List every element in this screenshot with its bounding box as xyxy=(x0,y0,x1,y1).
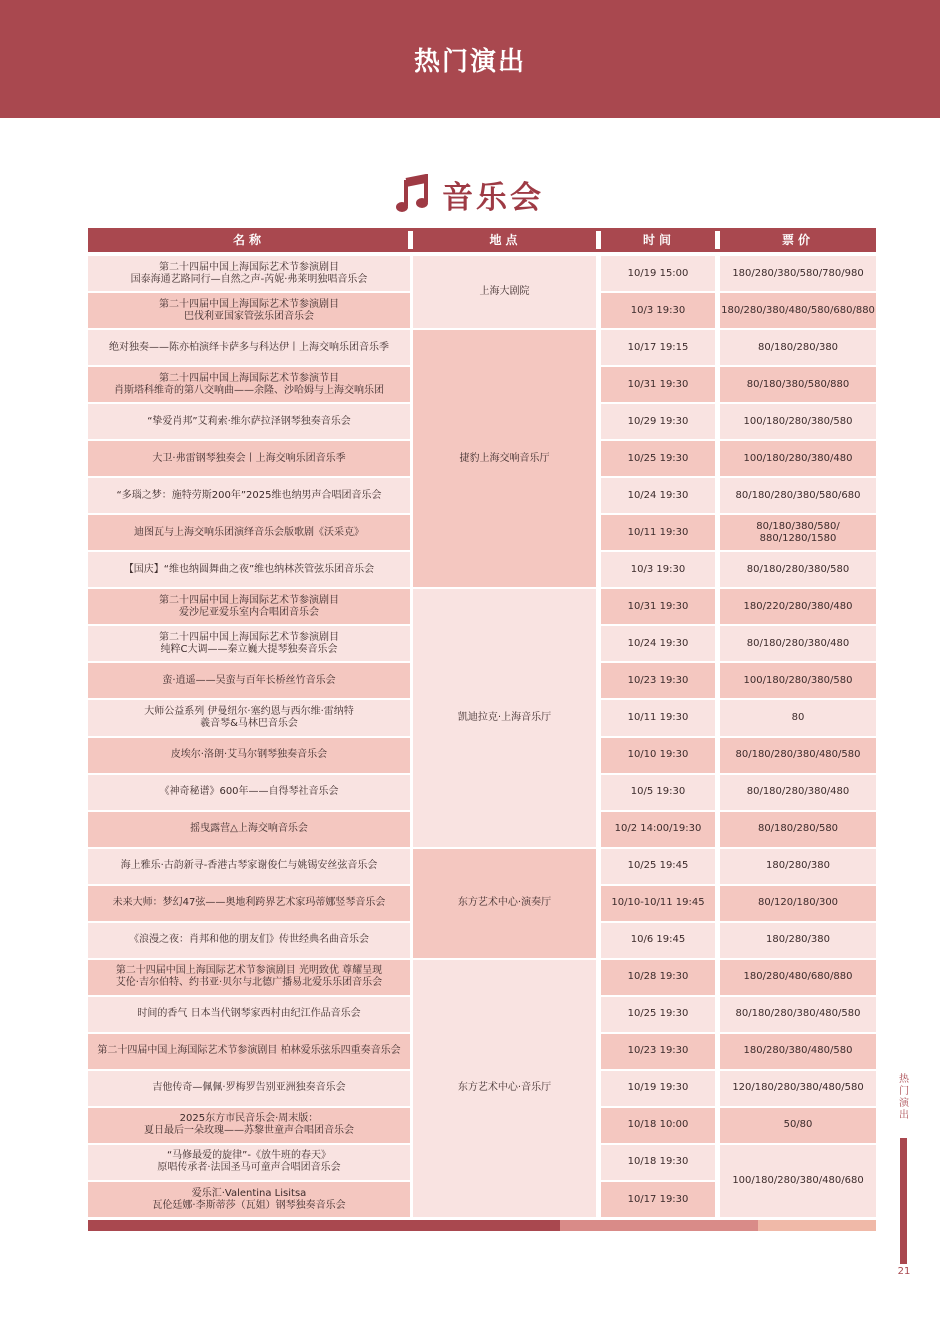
event-time-cell: 10/3 19:30 xyxy=(601,552,715,587)
event-price-cell: 120/180/280/380/480/580 xyxy=(720,1071,876,1106)
event-name-cell: 大师公益系列 伊曼纽尔·塞约恩与西尔维·雷纳特 羲音琴&马林巴音乐会 xyxy=(88,700,410,735)
event-price-cell: 180/280/480/680/880 xyxy=(720,960,876,995)
event-name-cell: 吉他传奇—佩佩·罗梅罗告别亚洲独奏音乐会 xyxy=(88,1071,410,1106)
column-header-name: 名称 xyxy=(232,233,265,247)
event-name-cell: 未来大师：梦幻47弦——奥地利跨界艺术家玛蒂娜竖琴音乐会 xyxy=(88,886,410,921)
venue-cell: 东方艺术中心·演奏厅 xyxy=(413,849,596,958)
bottom-decoration-bar xyxy=(88,1220,876,1231)
event-price-cell: 80/180/380/580/880 xyxy=(720,367,876,402)
event-name-cell: 第二十四届中国上海国际艺术节参演剧目 国泰海通艺路同行—自然之声-芮妮·弗莱明独唱音乐会 xyxy=(88,256,410,291)
column-header-price: 票价 xyxy=(781,233,814,247)
event-name-cell: “多瑙之梦：施特劳斯200年”2025维也纳男声合唱团音乐会 xyxy=(88,478,410,513)
venue-cell: 捷豹上海交响音乐厅 xyxy=(413,330,596,587)
event-time-cell: 10/2 14:00/19:30 xyxy=(601,812,715,847)
event-price-cell: 180/280/380/480/580/680/880 xyxy=(720,293,876,328)
event-time-cell: 10/19 19:30 xyxy=(601,1071,715,1106)
event-price-cell: 80/180/280/380/480/580 xyxy=(720,738,876,773)
page-title: 热门演出 xyxy=(413,46,526,77)
event-time-cell: 10/17 19:15 xyxy=(601,330,715,365)
event-time-cell: 10/3 19:30 xyxy=(601,293,715,328)
event-name-cell: 【国庆】“维也纳圆舞曲之夜”维也纳林茨管弦乐团音乐会 xyxy=(88,552,410,587)
table-header xyxy=(88,228,876,252)
venue-cell: 上海大剧院 xyxy=(413,256,596,328)
event-price-cell: 80/180/380/580/ 880/1280/1580 xyxy=(720,515,876,550)
event-time-cell: 10/23 19:30 xyxy=(601,1034,715,1069)
event-price-cell: 80/180/280/380/580 xyxy=(720,552,876,587)
music-note-icon xyxy=(396,174,430,214)
event-price-cell: 180/280/380 xyxy=(720,849,876,884)
event-name-cell: 绝对独奏——陈亦柏演绎卡萨多与科达伊丨上海交响乐团音乐季 xyxy=(88,330,410,365)
table-body xyxy=(88,256,876,1219)
event-price-cell: 100/180/280/380/580 xyxy=(720,663,876,698)
event-name-cell: 2025东方市民音乐会·周末版： 夏日最后一朵玫瑰——苏黎世童声合唱团音乐会 xyxy=(88,1108,410,1143)
event-price-cell: 80/120/180/300 xyxy=(720,886,876,921)
event-price-cell: 80 xyxy=(720,700,876,735)
event-time-cell: 10/23 19:30 xyxy=(601,663,715,698)
event-name-cell: 第二十四届中国上海国际艺术节参演剧目 爱沙尼亚爱乐室内合唱团音乐会 xyxy=(88,589,410,624)
event-time-cell: 10/18 19:30 xyxy=(601,1145,715,1180)
event-time-cell: 10/11 19:30 xyxy=(601,700,715,735)
event-name-cell: 摇曳露营△上海交响音乐会 xyxy=(88,812,410,847)
side-section-label: 热 门 演 出 xyxy=(899,1074,909,1121)
event-time-cell: 10/25 19:30 xyxy=(601,997,715,1032)
event-time-cell: 10/25 19:45 xyxy=(601,849,715,884)
event-price-cell: 100/180/280/380/480/680 xyxy=(720,1145,876,1217)
concert-table xyxy=(88,228,876,1219)
event-time-cell: 10/31 19:30 xyxy=(601,589,715,624)
event-time-cell: 10/10-10/11 19:45 xyxy=(601,886,715,921)
event-name-cell: 第二十四届中国上海国际艺术节参演剧目 巴伐利亚国家管弦乐团音乐会 xyxy=(88,293,410,328)
column-header-time: 时间 xyxy=(642,233,675,247)
event-name-cell: 第二十四届中国上海国际艺术节参演剧目 光明致优 尊耀呈现 艾伦·吉尔伯特、约书亚·贝尔与北德广播易北爱乐乐团音乐会 xyxy=(88,960,410,995)
event-price-cell: 80/180/280/380/480 xyxy=(720,626,876,661)
event-price-cell: 100/180/280/380/580 xyxy=(720,404,876,439)
event-name-cell: 蛮·逍遥——吴蛮与百年长桥丝竹音乐会 xyxy=(88,663,410,698)
event-time-cell: 10/24 19:30 xyxy=(601,478,715,513)
event-time-cell: 10/24 19:30 xyxy=(601,626,715,661)
event-price-cell: 180/280/380/480/580 xyxy=(720,1034,876,1069)
event-name-cell: 第二十四届中国上海国际艺术节参演剧目 纯粹C大调——秦立巍大提琴独奏音乐会 xyxy=(88,626,410,661)
event-price-cell: 80/180/280/380/480 xyxy=(720,775,876,810)
section-heading xyxy=(0,168,940,220)
event-name-cell: 第二十四届中国上海国际艺术节参演剧目 柏林爱乐弦乐四重奏音乐会 xyxy=(88,1034,410,1069)
event-time-cell: 10/19 15:00 xyxy=(601,256,715,291)
event-time-cell: 10/18 10:00 xyxy=(601,1108,715,1143)
event-time-cell: 10/28 19:30 xyxy=(601,960,715,995)
section-title: 音乐会 xyxy=(442,179,544,216)
event-name-cell: 皮埃尔·洛朗·艾马尔钢琴独奏音乐会 xyxy=(88,738,410,773)
event-time-cell: 10/11 19:30 xyxy=(601,515,715,550)
event-time-cell: 10/6 19:45 xyxy=(601,923,715,958)
event-price-cell: 80/180/280/580 xyxy=(720,812,876,847)
event-price-cell: 180/220/280/380/480 xyxy=(720,589,876,624)
event-price-cell: 100/180/280/380/480 xyxy=(720,441,876,476)
header-banner xyxy=(0,0,940,118)
event-time-cell: 10/5 19:30 xyxy=(601,775,715,810)
column-header-venue: 地点 xyxy=(489,233,522,247)
event-price-cell: 80/180/280/380/480/580 xyxy=(720,997,876,1032)
event-price-cell: 50/80 xyxy=(720,1108,876,1143)
event-price-cell: 80/180/280/380 xyxy=(720,330,876,365)
event-time-cell: 10/10 19:30 xyxy=(601,738,715,773)
event-name-cell: 第二十四届中国上海国际艺术节参演节目 肖斯塔科维奇的第八交响曲——余隆、沙哈姆与上海交响乐团 xyxy=(88,367,410,402)
event-time-cell: 10/25 19:30 xyxy=(601,441,715,476)
event-name-cell: 海上雅乐·古韵新寻-香港古琴家谢俊仁与姚锡安丝弦音乐会 xyxy=(88,849,410,884)
event-price-cell: 80/180/280/380/580/680 xyxy=(720,478,876,513)
event-name-cell: “马修最爱的旋律”-《放牛班的春天》 原唱传承者·法国圣马可童声合唱团音乐会 xyxy=(88,1145,410,1180)
event-name-cell: 《浪漫之夜：肖邦和他的朋友们》传世经典名曲音乐会 xyxy=(88,923,410,958)
page-number: 21 xyxy=(897,1266,911,1277)
venue-cell: 东方艺术中心·音乐厅 xyxy=(413,960,596,1217)
side-accent-bar xyxy=(900,1138,907,1264)
event-price-cell: 180/280/380/580/780/980 xyxy=(720,256,876,291)
event-time-cell: 10/29 19:30 xyxy=(601,404,715,439)
event-price-cell: 180/280/380 xyxy=(720,923,876,958)
event-name-cell: “挚爱肖邦”艾莉索·维尔萨拉泽钢琴独奏音乐会 xyxy=(88,404,410,439)
event-time-cell: 10/31 19:30 xyxy=(601,367,715,402)
event-time-cell: 10/17 19:30 xyxy=(601,1182,715,1217)
event-name-cell: 时间的香气 日本当代钢琴家西村由纪江作品音乐会 xyxy=(88,997,410,1032)
event-name-cell: 爱乐汇·Valentina Lisitsa 瓦伦廷娜·李斯蒂莎（瓦姐）钢琴独奏音乐会 xyxy=(88,1182,410,1217)
event-name-cell: 大卫·弗雷钢琴独奏会丨上海交响乐团音乐季 xyxy=(88,441,410,476)
event-name-cell: 《神奇秘谱》600年——自得琴社音乐会 xyxy=(88,775,410,810)
event-name-cell: 迪图瓦与上海交响乐团演绎音乐会版歌剧《沃采克》 xyxy=(88,515,410,550)
venue-cell: 凯迪拉克·上海音乐厅 xyxy=(413,589,596,846)
